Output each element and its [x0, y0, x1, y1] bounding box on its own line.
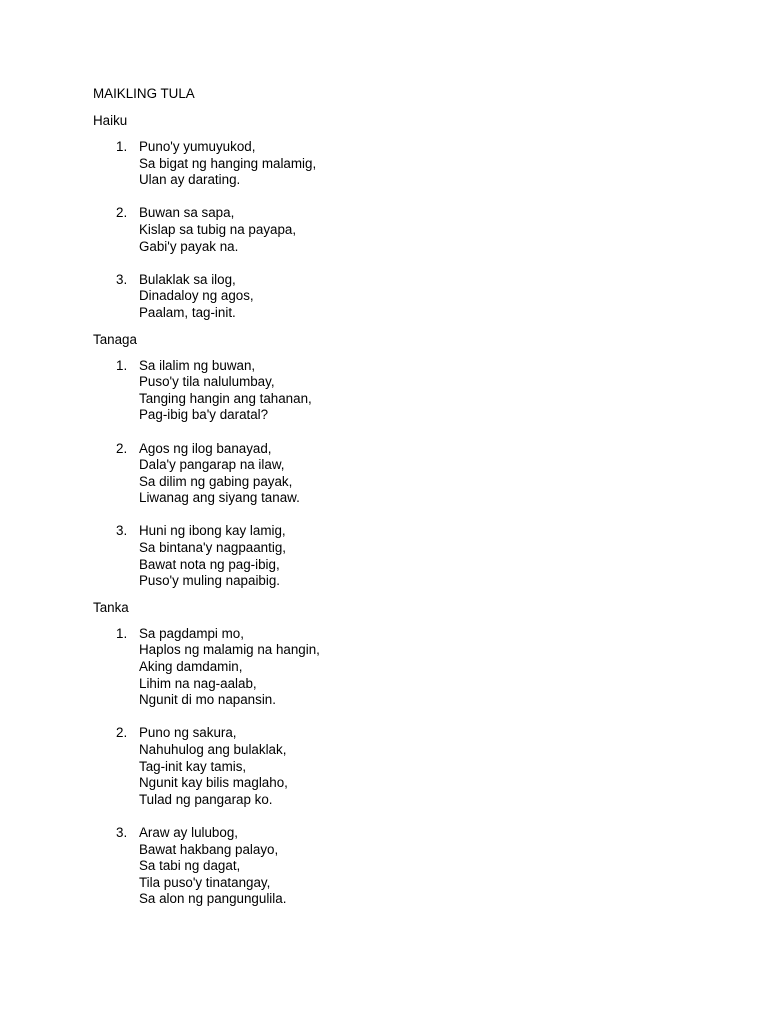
poem-line: Dinadaloy ng agos, — [139, 288, 254, 304]
poem-line: Huni ng ibong kay lamig, — [139, 523, 286, 539]
poem-number: 1. — [116, 357, 128, 373]
poem-line: Liwanag ang siyang tanaw. — [139, 490, 300, 506]
poem-line: Sa ilalim ng buwan, — [139, 357, 256, 373]
poem-line: Sa dilim ng gabing payak, — [139, 473, 293, 489]
poem-lines — [139, 626, 733, 709]
poem-number: 1. — [116, 139, 128, 154]
poem-item — [93, 523, 733, 589]
poem-line: Bawat nota ng pag-ibig, — [139, 556, 280, 572]
poem-item — [93, 139, 733, 189]
poem-line: Sa alon ng pangungulila. — [139, 891, 287, 907]
poem-lines — [139, 272, 733, 322]
poem-section-haiku — [93, 113, 733, 322]
poem-line: Gabi'y payak na. — [139, 238, 239, 254]
poem-line: Tulad ng pangarap ko. — [139, 791, 273, 807]
poem-line: Sa tabi ng dagat, — [139, 858, 241, 874]
poem-line: Aking damdamin, — [139, 659, 243, 675]
document-title: MAIKLING TULA — [93, 86, 195, 101]
poem-line: Puno ng sakura, — [139, 725, 237, 741]
poem-line: Ulan ay darating. — [139, 172, 241, 188]
poem-number: 1. — [116, 625, 128, 641]
poem-number: 3. — [116, 271, 128, 287]
poem-line: Dala'y pangarap na ilaw, — [139, 457, 285, 473]
poem-line: Tila puso'y tinatangay, — [139, 874, 271, 890]
poem-number: 3. — [116, 824, 128, 840]
poem-lines — [139, 725, 733, 808]
document-page — [93, 86, 733, 918]
poem-lines — [139, 441, 733, 507]
poem-sections — [93, 113, 733, 908]
poem-line: Kislap sa tubig na payapa, — [139, 221, 297, 237]
poem-number: 2. — [116, 205, 128, 221]
poem-item — [93, 272, 733, 322]
poem-lines — [139, 825, 733, 908]
poem-line: Nahuhulog ang bulaklak, — [139, 742, 287, 757]
poem-number: 2. — [116, 440, 128, 456]
poem-line: Bawat hakbang palayo, — [139, 841, 279, 857]
poem-list — [93, 358, 733, 590]
poem-item — [93, 358, 733, 424]
poem-lines — [139, 523, 733, 589]
poem-section-tanka — [93, 600, 733, 908]
poem-item — [93, 825, 733, 908]
poem-line: Ngunit di mo napansin. — [139, 692, 276, 708]
poem-line: Sa bintana'y nagpaantig, — [139, 540, 286, 556]
poem-item — [93, 441, 733, 507]
poem-lines — [139, 205, 733, 255]
poem-line: Araw ay lulubog, — [139, 824, 238, 840]
poem-item — [93, 626, 733, 709]
poem-item — [93, 725, 733, 808]
poem-line: Lihim na nag-aalab, — [139, 675, 257, 691]
poem-line: Paalam, tag-init. — [139, 304, 236, 320]
poem-line: Puso'y muling napaibig. — [139, 573, 281, 589]
poem-line: Bulaklak sa ilog, — [139, 271, 236, 287]
poem-item — [93, 205, 733, 255]
poem-number: 2. — [116, 725, 128, 741]
poem-list — [93, 139, 733, 322]
poem-line: Agos ng ilog banayad, — [139, 440, 272, 456]
poem-line: Tanging hangin ang tahanan, — [139, 390, 312, 406]
section-heading: Haiku — [93, 113, 128, 128]
poem-line: Puso'y tila nalulumbay, — [139, 374, 275, 390]
poem-line: Haplos ng malamig na hangin, — [139, 642, 320, 658]
section-heading: Tanaga — [93, 331, 137, 347]
poem-section-tanaga — [93, 332, 733, 590]
poem-number: 3. — [116, 523, 128, 539]
poem-line: Buwan sa sapa, — [139, 205, 235, 221]
poem-lines — [139, 139, 733, 189]
poem-list — [93, 626, 733, 908]
poem-line: Ngunit kay bilis maglaho, — [139, 775, 288, 791]
poem-line: Sa bigat ng hanging malamig, — [139, 155, 317, 171]
poem-line: Puno'y yumuyukod, — [139, 139, 256, 154]
poem-lines — [139, 358, 733, 424]
poem-line: Sa pagdampi mo, — [139, 625, 244, 641]
poem-line: Tag-init kay tamis, — [139, 758, 247, 774]
poem-line: Pag-ibig ba'y daratal? — [139, 407, 269, 423]
section-heading: Tanka — [93, 599, 129, 615]
